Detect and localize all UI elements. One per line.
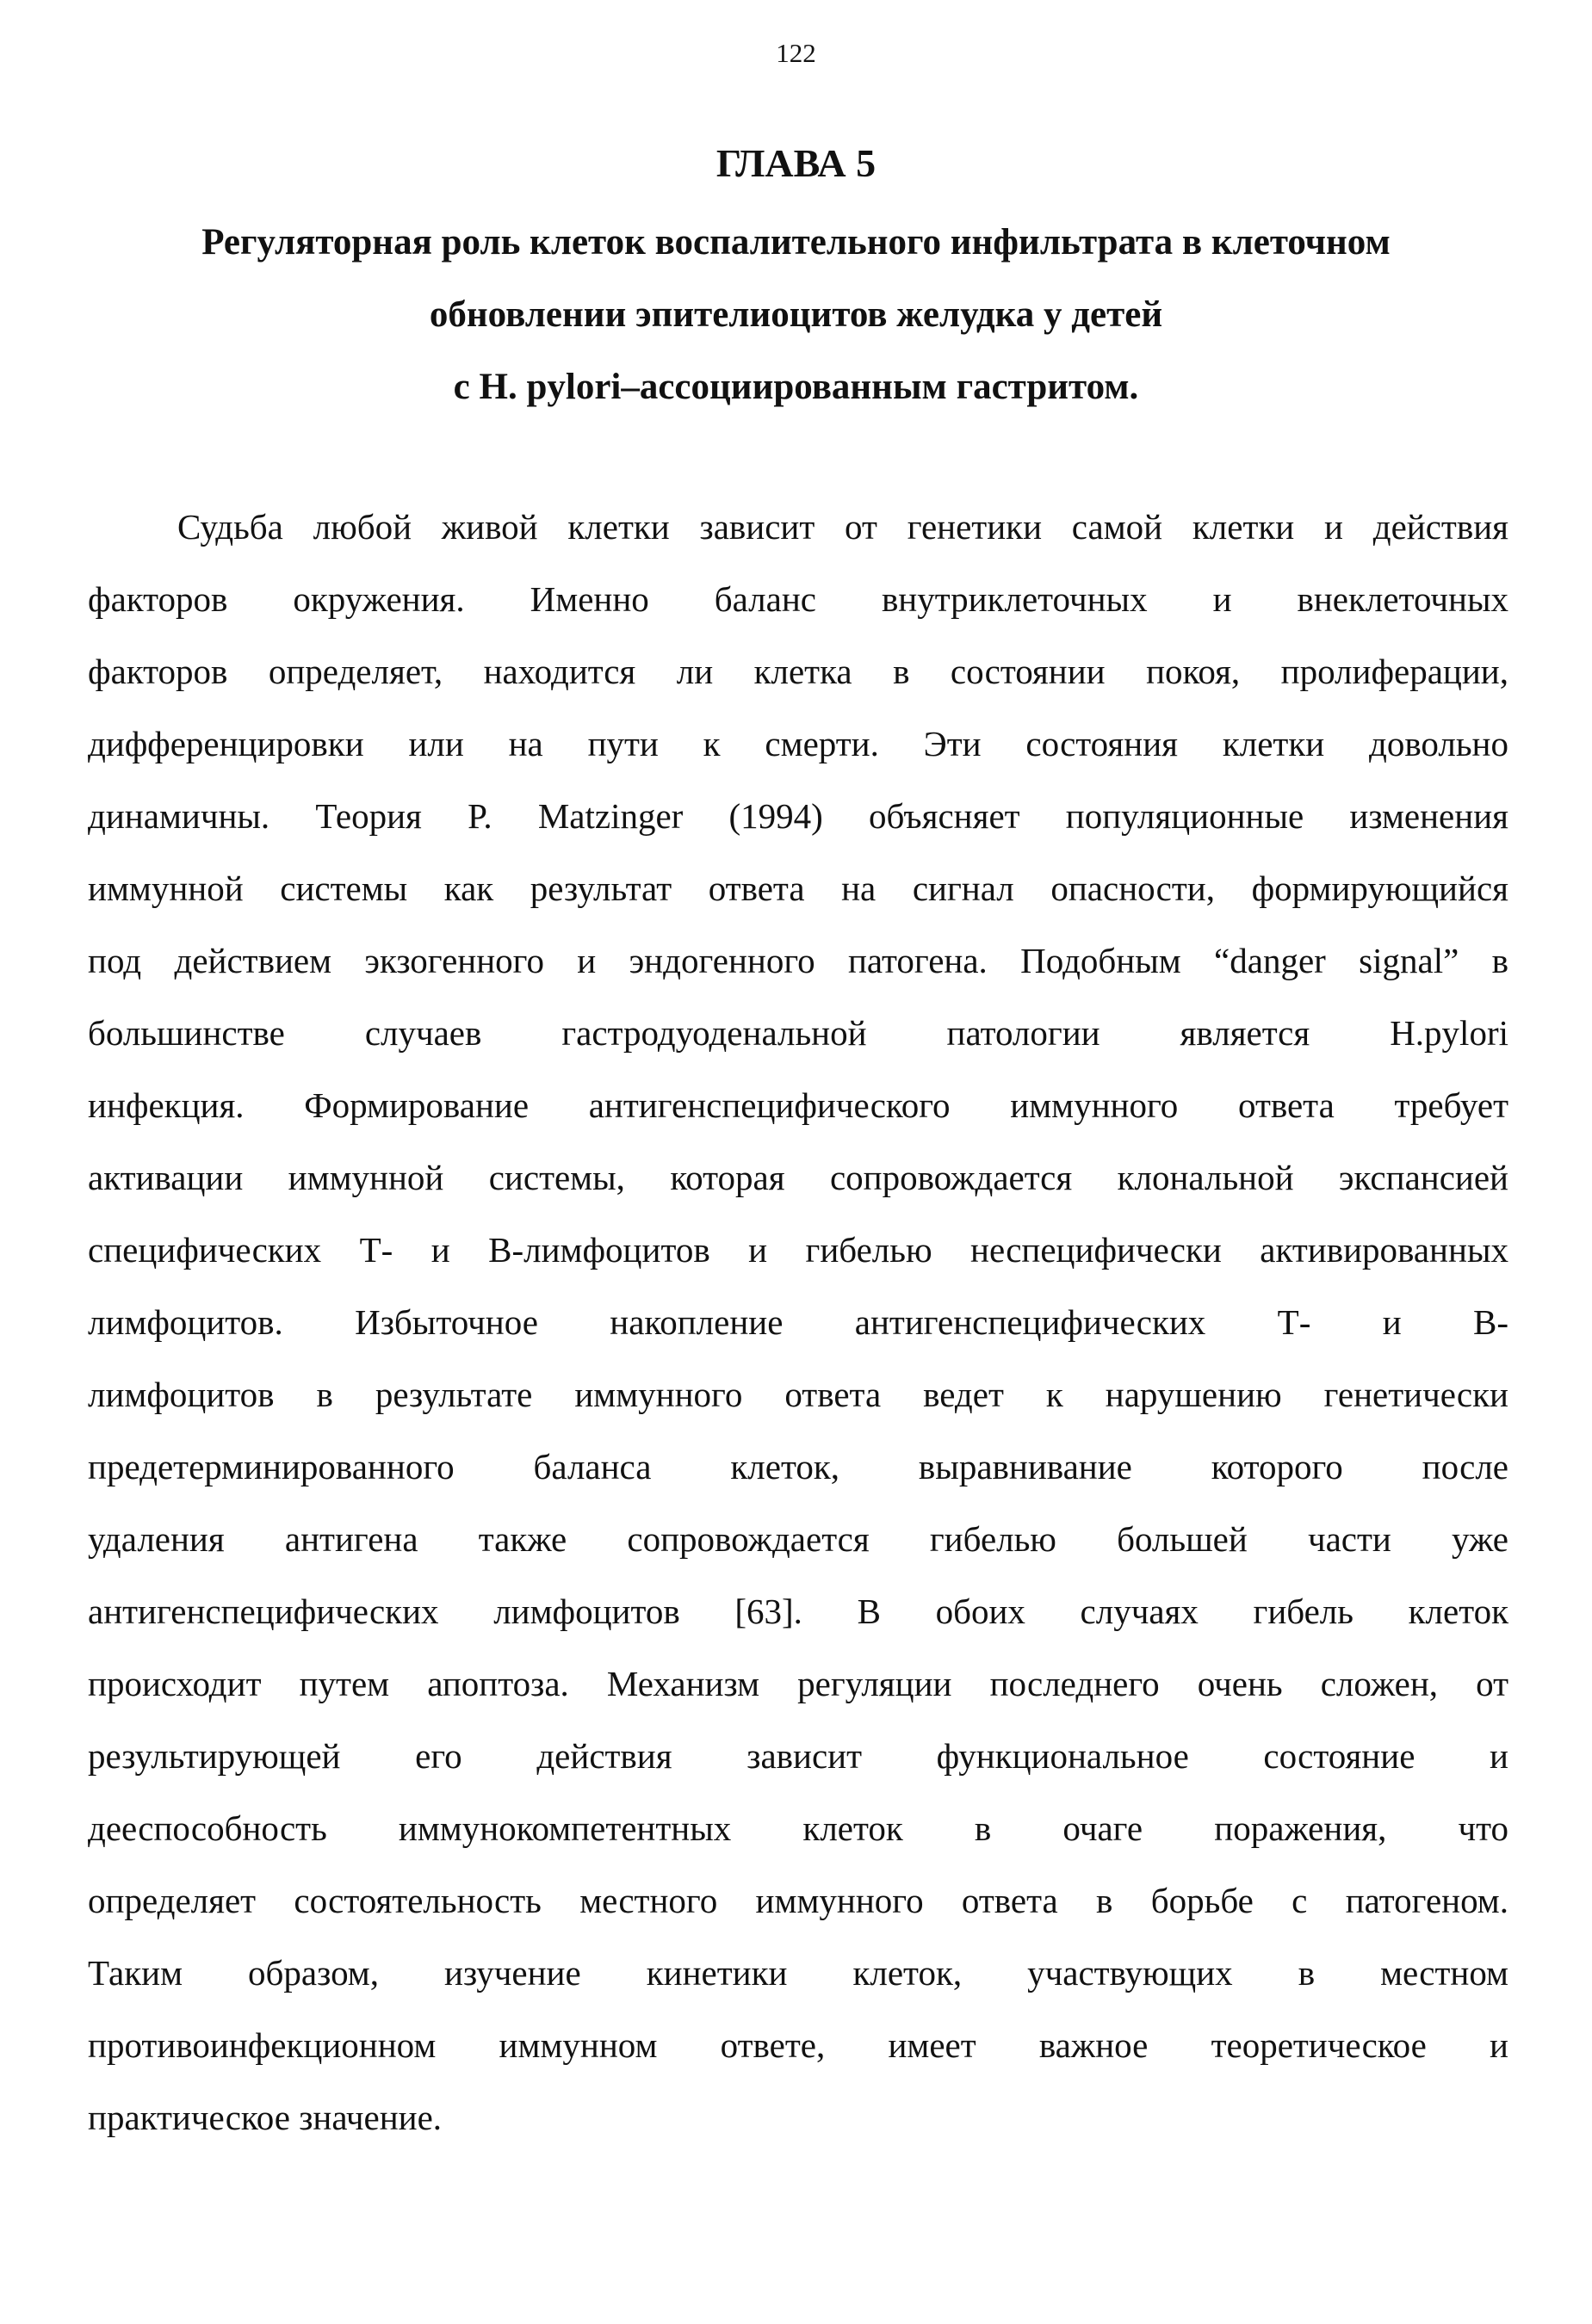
paragraph-line: лимфоцитов в результате иммунного ответа ведет к нарушению генетически (88, 1375, 1508, 1414)
paragraph-line: происходит путем апоптоза. Механизм регуляции последнего очень сложен, от (88, 1664, 1508, 1703)
paragraph-line: дифференцировки или на пути к смерти. Эти состояния клетки довольно (88, 724, 1508, 763)
body-paragraph (88, 491, 1508, 2154)
paragraph-line: определяет состоятельность местного иммунного ответа в борьбе с патогеном. (88, 1881, 1508, 1920)
paragraph-line: дееспособность иммунокомпетентных клеток в очаге поражения, что (88, 1808, 1508, 1848)
paragraph-line: антигенспецифических лимфоцитов [63]. В обоих случаях гибель клеток (88, 1592, 1508, 1631)
paragraph-line: факторов определяет, находится ли клетка в состоянии покоя, пролиферации, (88, 652, 1508, 691)
paragraph-line: предетерминированного баланса клеток, выравнивание которого после (88, 1447, 1508, 1486)
paragraph-line: инфекция. Формирование антигенспецифического иммунного ответа требует (88, 1085, 1508, 1125)
paragraph-line: противоинфекционном иммунном ответе, имеет важное теоретическое и (88, 2025, 1508, 2065)
paragraph-line: практическое значение. (88, 2098, 443, 2137)
paragraph-line: специфических Т- и В-лимфоцитов и гибелью неспецифически активированных (88, 1230, 1508, 1270)
paragraph-line: иммунной системы как результат ответа на сигнал опасности, формирующийся (88, 868, 1508, 908)
chapter-title-line: с H. pylori–ассоциированным гастритом. (453, 367, 1139, 407)
paragraph-line: активации иммунной системы, которая сопровождается клональной экспансией (88, 1158, 1508, 1197)
paragraph-line: Судьба любой живой клетки зависит от генетики самой клетки и действия (177, 507, 1508, 547)
chapter-title (86, 207, 1506, 423)
paragraph-line: большинстве случаев гастродуоденальной патологии является H.pylori (88, 1013, 1508, 1053)
paragraph-line: лимфоцитов. Избыточное накопление антигенспецифических Т- и В- (88, 1302, 1508, 1342)
paragraph-line: удаления антигена также сопровождается гибелью большей части уже (88, 1519, 1508, 1559)
paragraph-line: динамичны. Теория P. Matzinger (1994) объясняет популяционные изменения (88, 796, 1508, 836)
chapter-title-line: Регуляторная роль клеток воспалительного инфильтрата в клеточном (201, 222, 1391, 263)
paragraph-line: Таким образом, изучение кинетики клеток, участвующих в местном (88, 1953, 1508, 1993)
page-number: 122 (776, 38, 816, 68)
chapter-title-line: обновлении эпителиоцитов желудка у детей (429, 294, 1163, 335)
paragraph-line: под действием экзогенного и эндогенного патогена. Подобным “danger signal” в (88, 941, 1508, 980)
paragraph-line: результирующей его действия зависит функциональное состояние и (88, 1736, 1508, 1776)
chapter-heading: ГЛАВА 5 (715, 141, 877, 185)
paragraph-line: факторов окружения. Именно баланс внутриклеточных и внеклеточных (88, 579, 1508, 619)
